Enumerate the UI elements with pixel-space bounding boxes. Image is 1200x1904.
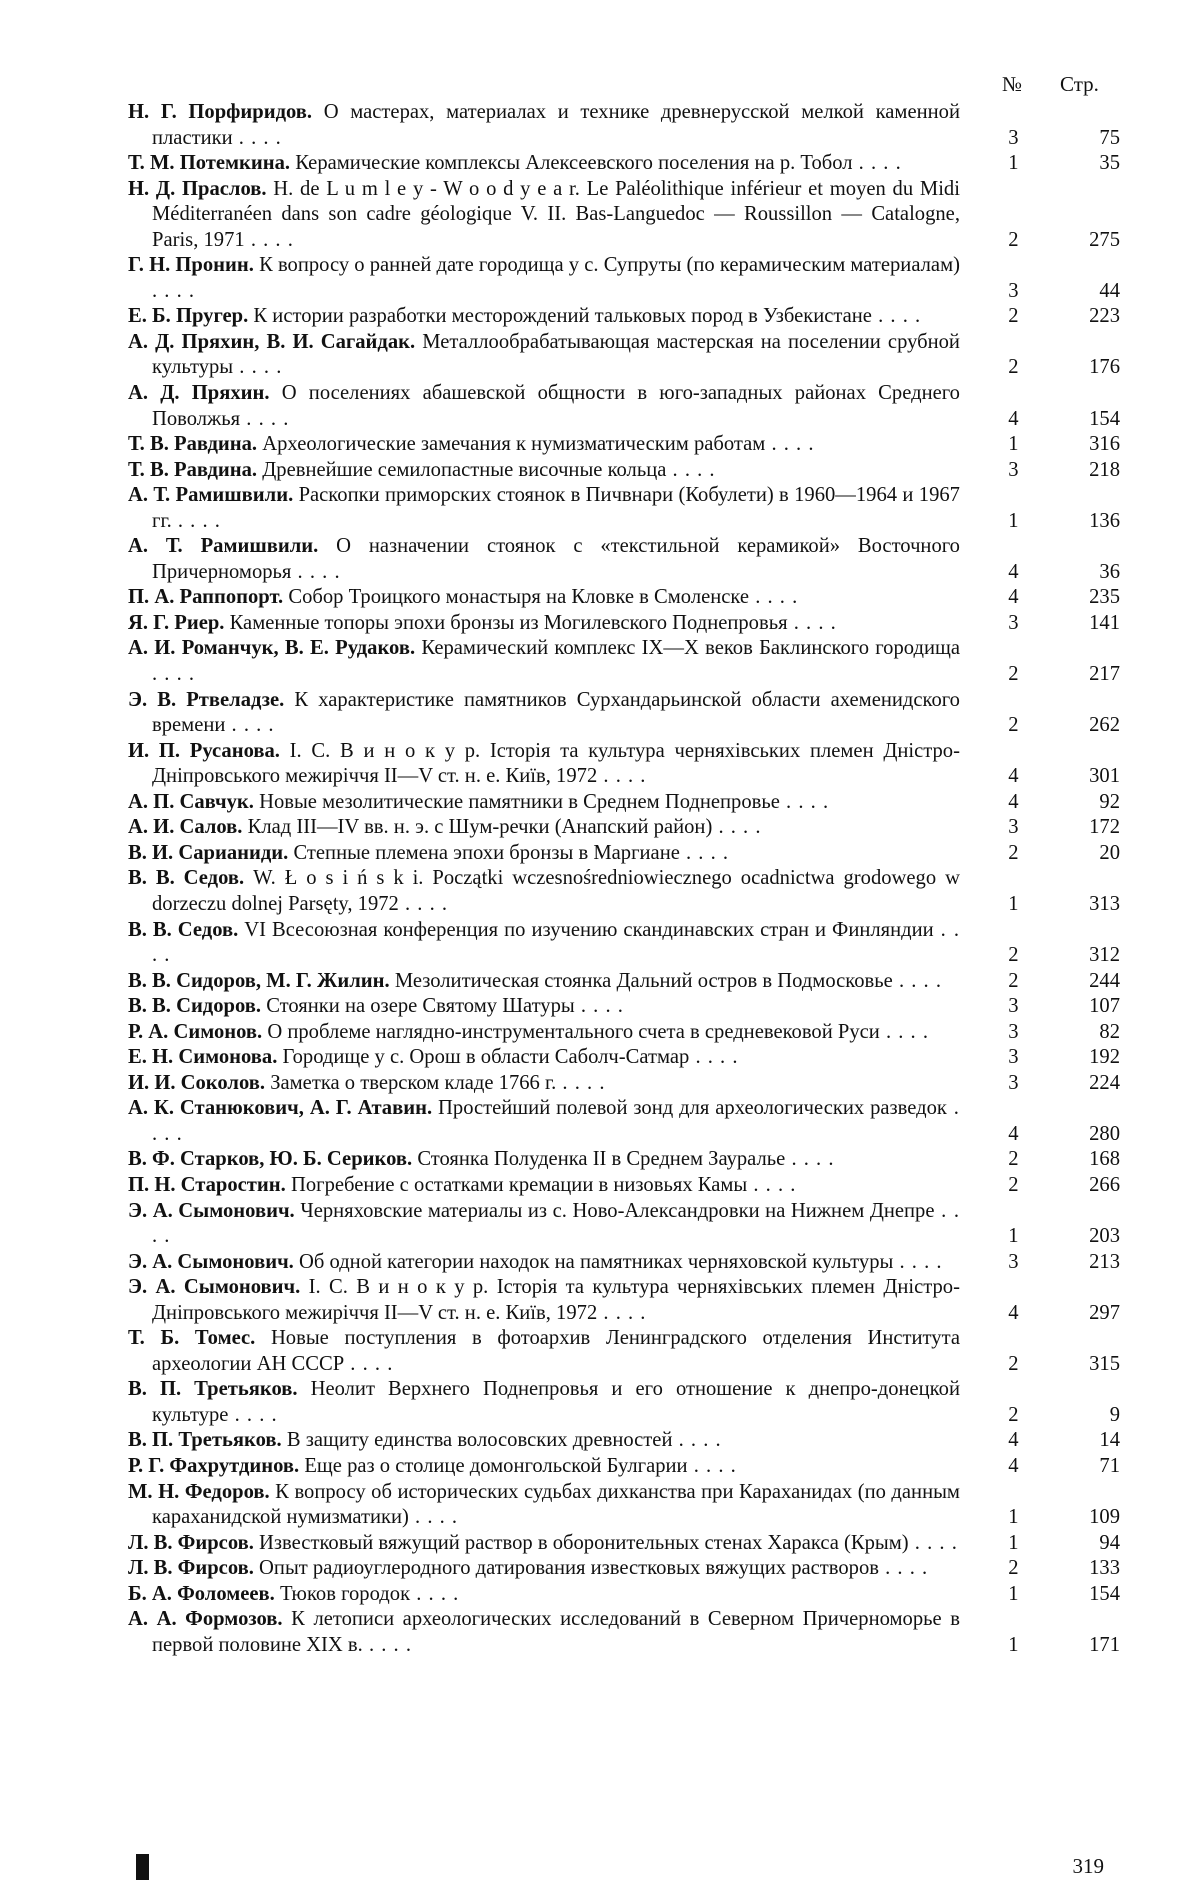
index-entry (128, 1582, 1120, 1608)
entry-author: Т. В. Равдина. (128, 433, 258, 456)
entry-text (128, 534, 960, 585)
entry-title: В защиту единства волосовских древностей (286, 1429, 673, 1452)
index-entry (128, 381, 1120, 432)
entry-page-number: 262 (1089, 714, 1120, 737)
entry-issue-number: 3 (1008, 1250, 1019, 1273)
leader-dots: . . . . (892, 969, 942, 992)
entry-page-number: 301 (1089, 765, 1120, 788)
entry-title: Заметка о тверском кладе 1766 г. (270, 1071, 557, 1094)
entry-issue-number: 4 (1008, 1429, 1019, 1452)
entry-page-number: 92 (1099, 790, 1120, 813)
entry-author: А. И. Романчук, В. Е. Рудаков. (128, 637, 416, 660)
leader-dots: . . . . (344, 1352, 394, 1375)
entry-title: Мезолитическая стоянка Дальний остров в Подмосковье (394, 969, 893, 992)
entry-title: Древнейшие семилопастные височные кольца (262, 458, 667, 481)
entry-author: Т. В. Равдина. (128, 458, 258, 481)
entry-author: П. Н. Старостин. (128, 1173, 286, 1196)
index-entry (128, 432, 1120, 458)
entry-title: К летописи археологических исследований в Северном Причерноморье в первой половине XIX в. (152, 1608, 960, 1656)
leader-dots: . . . . (362, 1633, 412, 1656)
leader-dots: . . . . (878, 1557, 929, 1580)
entry-page-number: 235 (1089, 586, 1120, 609)
leader-dots: . . . . (908, 1531, 958, 1554)
entry-issue-number: 4 (1008, 790, 1019, 813)
index-entry (128, 151, 1120, 177)
entry-title: О мастерах, материалах и технике древнерусской мелкой каменной пластики (152, 101, 960, 149)
index-entry (128, 994, 1120, 1020)
entry-author: А. П. Савчук. (128, 790, 254, 813)
index-entry (128, 304, 1120, 330)
index-entry (128, 1199, 1120, 1250)
entry-title: Керамические комплексы Алексеевского поселения на р. Тобол (295, 152, 853, 175)
entry-title: Неолит Верхнего Поднепровья и его отношение к днепро-донецкой культуре (152, 1378, 960, 1426)
entry-issue-number: 1 (1008, 1506, 1019, 1529)
entry-page-number: 107 (1089, 995, 1120, 1018)
entry-text (128, 1428, 960, 1454)
page-number: 319 (1072, 1854, 1104, 1878)
entry-title: Каменные топоры эпохи бронзы из Могилевского Поднепровья (229, 611, 788, 634)
entry-text (128, 611, 960, 637)
entry-text (128, 330, 960, 381)
entry-title: К вопросу о ранней дате городища у с. Супруты (по керамическим материалам) (259, 254, 960, 277)
margin-mark (136, 1854, 149, 1880)
leader-dots: . . . . (408, 1506, 459, 1529)
entry-title: Погребение с остатками кремации в низовьях Камы (290, 1173, 748, 1196)
entry-issue-number: 2 (1008, 663, 1019, 686)
leader-dots: . . . . (152, 663, 196, 686)
entry-author: Б. А. Фоломеев. (128, 1582, 275, 1605)
leader-dots: . . . . (152, 1199, 960, 1248)
entry-title: Стоянка Полуденка II в Среднем Зауралье (417, 1148, 786, 1171)
entry-text (128, 866, 960, 917)
entry-page-number: 168 (1089, 1148, 1120, 1171)
entry-author: И. П. Русанова. (128, 739, 280, 762)
entry-page-number: 192 (1089, 1046, 1120, 1069)
entry-author: А. А. Формозов. (128, 1608, 283, 1631)
leader-dots: . . . . (893, 1250, 943, 1273)
entry-title: О поселениях абашевской общности в юго-западных районах Среднего Поволжья (152, 382, 960, 430)
leader-dots: . . . . (291, 560, 341, 583)
entry-title: К вопросу об исторических судьбах дихканства при Караханидах (по данным караханидской нумизматики) (152, 1480, 960, 1529)
leader-dots: . . . . (152, 279, 196, 302)
index-entry (128, 688, 1120, 739)
leader-dots: . . . . (244, 228, 294, 251)
entry-issue-number: 1 (1008, 1225, 1019, 1248)
entry-page-number: 297 (1089, 1301, 1120, 1324)
entry-author: А. Д. Пряхин. (128, 382, 270, 405)
index-entry (128, 1556, 1120, 1582)
entry-issue-number: 2 (1008, 305, 1019, 328)
entry-text (128, 636, 960, 687)
index-entry (128, 458, 1120, 484)
entry-page-number: 280 (1089, 1122, 1120, 1145)
entry-author: Э. А. Сымонович. (128, 1199, 295, 1222)
index-entry (128, 1480, 1120, 1531)
entry-author: А. К. Станюкович, А. Г. Атавин. (128, 1097, 433, 1120)
leader-dots: . . . . (240, 407, 290, 430)
entry-text (128, 1275, 960, 1326)
entry-issue-number: 2 (1008, 1352, 1019, 1375)
entry-author: В. В. Седов. (128, 918, 239, 941)
entry-text (128, 1199, 960, 1250)
entry-author: В. П. Третьяков. (128, 1378, 298, 1401)
entry-issue-number: 3 (1008, 458, 1019, 481)
entry-page-number: 203 (1089, 1225, 1120, 1248)
entry-text (128, 815, 960, 841)
entry-issue-number: 3 (1008, 995, 1019, 1018)
entry-author: Э. А. Сымонович. (128, 1276, 301, 1299)
index-entry (128, 253, 1120, 304)
leader-dots: . . . . (679, 841, 730, 864)
entry-page-number: 217 (1089, 663, 1120, 686)
entry-page-number: 275 (1089, 228, 1120, 251)
leader-dots: . . . . (233, 356, 283, 379)
index-entries (128, 100, 1120, 1658)
entry-author: Р. А. Симонов. (128, 1020, 263, 1043)
entry-page-number: 316 (1089, 433, 1120, 456)
entry-author: Т. М. Потемкина. (128, 152, 291, 175)
entry-page-number: 154 (1089, 407, 1120, 430)
entry-page-number: 44 (1099, 279, 1120, 302)
leader-dots: . . . . (556, 1071, 606, 1094)
entry-title: Опыт радиоуглеродного датирования известковых вяжущих растворов (259, 1557, 879, 1580)
column-header-page: Стр. (1060, 72, 1099, 96)
leader-dots: . . . . (747, 1173, 797, 1196)
entry-title: Клад III—IV вв. н. э. с Шум-речки (Анапский район) (247, 816, 713, 839)
entry-text (128, 969, 960, 995)
entry-page-number: 266 (1089, 1173, 1120, 1196)
entry-issue-number: 2 (1008, 1557, 1019, 1580)
entry-title: Об одной категории находок на памятниках черняховской культуры (299, 1250, 894, 1273)
entry-author: В. В. Сидоров, М. Г. Жилин. (128, 969, 390, 992)
index-entry (128, 1173, 1120, 1199)
entry-author: Л. В. Фирсов. (128, 1557, 254, 1580)
entry-title: Простейший полевой зонд для археологических разведок (438, 1097, 947, 1120)
entry-page-number: 171 (1089, 1633, 1120, 1656)
entry-text (128, 918, 960, 969)
entry-text (128, 151, 960, 177)
entry-text (128, 1147, 960, 1173)
entry-title: Собор Троицкого монастыря на Кловке в Смоленске (288, 586, 750, 609)
entry-text (128, 1582, 960, 1608)
entry-title: VI Всесоюзная конференция по изучению скандинавских стран и Финляндии (244, 918, 934, 941)
leader-dots: . . . . (597, 1301, 647, 1324)
leader-dots: . . . . (689, 1046, 739, 1069)
entry-page-number: 312 (1089, 944, 1120, 967)
leader-dots: . . . . (666, 458, 716, 481)
entry-issue-number: 4 (1008, 1122, 1019, 1145)
entry-text (128, 1326, 960, 1377)
index-entry (128, 611, 1120, 637)
entry-page-number: 71 (1099, 1454, 1120, 1477)
entry-title: Черняховские материалы из с. Ново-Александровки на Нижнем Днепре (300, 1199, 935, 1222)
leader-dots: . . . . (597, 765, 647, 788)
index-entry (128, 739, 1120, 790)
entry-author: Я. Г. Риер. (128, 611, 225, 634)
entry-issue-number: 2 (1008, 1403, 1019, 1426)
entry-author: Э. В. Ртвеладзе. (128, 688, 285, 711)
index-entry (128, 790, 1120, 816)
leader-dots: . . . . (152, 918, 960, 967)
entry-issue-number: 2 (1008, 714, 1019, 737)
entry-author: П. А. Раппопорт. (128, 586, 284, 609)
entry-text (128, 1454, 960, 1480)
entry-issue-number: 2 (1008, 356, 1019, 379)
entry-text (128, 1045, 960, 1071)
leader-dots: . . . . (232, 126, 282, 149)
index-entry (128, 1326, 1120, 1377)
index-entry (128, 1250, 1120, 1276)
entry-title: Археологические замечания к нумизматическим работам (262, 433, 766, 456)
entry-text (128, 1173, 960, 1199)
entry-page-number: 315 (1089, 1352, 1120, 1375)
index-entry (128, 100, 1120, 151)
leader-dots: . . . . (152, 1097, 960, 1145)
entry-title: Степные племена эпохи бронзы в Маргиане (293, 841, 680, 864)
entry-author: В. В. Сидоров. (128, 995, 262, 1018)
entry-title: Новые мезолитические памятники в Среднем Поднепровье (259, 790, 780, 813)
entry-title: К истории разработки месторождений тальковых пород в Узбекистане (253, 305, 872, 328)
entry-author: Г. Н. Пронин. (128, 254, 254, 277)
entry-text (128, 1377, 960, 1428)
entry-page-number: 35 (1099, 152, 1120, 175)
index-entry (128, 1020, 1120, 1046)
entry-issue-number: 3 (1008, 1020, 1019, 1043)
leader-dots: . . . . (879, 1020, 929, 1043)
index-entry (128, 969, 1120, 995)
index-entry (128, 918, 1120, 969)
entry-page-number: 154 (1089, 1582, 1120, 1605)
entry-text (128, 1480, 960, 1531)
entry-title: О назначении стоянок с «текстильной керамикой» Восточного Причерноморья (152, 535, 960, 583)
entry-page-number: 94 (1099, 1531, 1120, 1554)
entry-page-number: 36 (1099, 560, 1120, 583)
entry-text (128, 1607, 960, 1658)
index-entry (128, 534, 1120, 585)
index-entry (128, 1428, 1120, 1454)
entry-issue-number: 2 (1008, 228, 1019, 251)
index-entry (128, 636, 1120, 687)
entry-title: І. С. В и н о к у р. Історія та культура черняхівських племен Дністро-Дніпровського межиріччя II—V ст. н. е. Київ, 1972 (152, 1276, 960, 1324)
entry-issue-number: 4 (1008, 1301, 1019, 1324)
entry-issue-number: 1 (1008, 1633, 1019, 1656)
leader-dots: . . . . (785, 1148, 835, 1171)
entry-page-number: 213 (1089, 1250, 1120, 1273)
entry-issue-number: 3 (1008, 1071, 1019, 1094)
index-entry (128, 1045, 1120, 1071)
entry-page-number: 244 (1089, 969, 1120, 992)
leader-dots: . . . . (779, 790, 830, 813)
entry-page-number: 82 (1099, 1020, 1120, 1043)
entry-author: В. Ф. Старков, Ю. Б. Сериков. (128, 1148, 413, 1171)
entry-text (128, 177, 960, 254)
leader-dots: . . . . (410, 1582, 460, 1605)
leader-dots: . . . . (712, 816, 762, 839)
index-entry (128, 330, 1120, 381)
entry-title: Керамический комплекс IX—X веков Баклинского городища (421, 637, 960, 660)
entry-page-number: 224 (1089, 1071, 1120, 1094)
entry-page-number: 9 (1109, 1403, 1120, 1426)
leader-dots: . . . . (749, 586, 799, 609)
entry-text (128, 994, 960, 1020)
entry-page-number: 176 (1089, 356, 1120, 379)
entry-title: О проблеме наглядно-инструментального счета в средневековой Руси (267, 1020, 880, 1043)
entry-issue-number: 2 (1008, 969, 1019, 992)
entry-issue-number: 2 (1008, 841, 1019, 864)
entry-issue-number: 2 (1008, 944, 1019, 967)
leader-dots: . . . . (574, 995, 624, 1018)
entry-issue-number: 4 (1008, 407, 1019, 430)
entry-title: К характеристике памятников Сурхандарьинской области ахеменидского времени (152, 688, 960, 737)
entry-text (128, 458, 960, 484)
index-entry (128, 815, 1120, 841)
entry-page-number: 75 (1099, 126, 1120, 149)
index-entry (128, 177, 1120, 254)
entry-text (128, 1096, 960, 1147)
entry-author: Р. Г. Фахрутдинов. (128, 1454, 300, 1477)
entry-issue-number: 3 (1008, 1046, 1019, 1069)
entry-author: Т. Б. Томес. (128, 1327, 256, 1350)
entry-text (128, 585, 960, 611)
entry-title: Новые поступления в фотоархив Ленинградского отделения Института археологии АН СССР (152, 1327, 960, 1375)
entry-page-number: 109 (1089, 1506, 1120, 1529)
entry-issue-number: 3 (1008, 816, 1019, 839)
entry-title: Металлообрабатывающая мастерская на поселении срубной культуры (152, 330, 960, 379)
entry-author: В. И. Сарианиди. (128, 841, 289, 864)
entry-issue-number: 1 (1008, 152, 1019, 175)
entry-title: Городище у с. Орош в области Саболч-Сатмар (282, 1046, 690, 1069)
entry-author: И. И. Соколов. (128, 1071, 266, 1094)
entry-author: А. И. Салов. (128, 816, 243, 839)
entry-issue-number: 4 (1008, 560, 1019, 583)
entry-issue-number: 1 (1008, 1582, 1019, 1605)
entry-title: І. С. В и н о к у р. Історія та культура черняхівських племен Дністро-Дніпровського межиріччя II—V ст. н. е. Київ, 1972 (152, 739, 960, 788)
entry-text (128, 739, 960, 790)
entry-issue-number: 1 (1008, 509, 1019, 532)
entry-title: Еще раз о столице домонгольской Булгарии (304, 1454, 688, 1477)
entry-author: Н. Г. Порфиридов. (128, 101, 313, 123)
entry-text (128, 1071, 960, 1097)
entry-issue-number: 2 (1008, 1148, 1019, 1171)
entry-author: А. Т. Рамишвили. (128, 535, 319, 558)
entry-text (128, 253, 960, 304)
entry-author: Н. Д. Праслов. (128, 177, 267, 200)
entry-issue-number: 3 (1008, 611, 1019, 634)
entry-page-number: 136 (1089, 509, 1120, 532)
leader-dots: . . . . (871, 305, 922, 328)
entry-title: Раскопки приморских стоянок в Пичвнари (Кобулети) в 1960—1964 и 1967 гг. (152, 484, 960, 532)
index-entry (128, 1275, 1120, 1326)
entry-author: Л. В. Фирсов. (128, 1531, 254, 1554)
entry-text (128, 1556, 960, 1582)
leader-dots: . . . . (228, 1403, 278, 1426)
entry-title: W. Ł o s i ń s k i. Początki wczesnośredniowiecznego ocadnictwa grodowego w dorzeczu dolnej Parsęty, 1972 (152, 867, 960, 915)
index-entry (128, 1071, 1120, 1097)
entry-author: А. Д. Пряхин, В. И. Сагайдак. (128, 330, 416, 353)
entry-text (128, 688, 960, 739)
entry-issue-number: 1 (1008, 433, 1019, 456)
entry-text (128, 432, 960, 458)
leader-dots: . . . . (225, 714, 275, 737)
entry-author: А. Т. Рамишвили. (128, 484, 294, 507)
leader-dots: . . . . (765, 433, 815, 456)
entry-author: В. П. Третьяков. (128, 1429, 282, 1452)
entry-page-number: 223 (1089, 305, 1120, 328)
index-entry (128, 1531, 1120, 1557)
entry-page-number: 313 (1089, 892, 1120, 915)
index-entry (128, 1454, 1120, 1480)
entry-issue-number: 4 (1008, 586, 1019, 609)
entry-text (128, 304, 960, 330)
entry-issue-number: 1 (1008, 1531, 1019, 1554)
entry-title: Тюков городок (280, 1582, 411, 1605)
index-entry (128, 1377, 1120, 1428)
entry-text (128, 841, 960, 867)
entry-issue-number: 3 (1008, 279, 1019, 302)
entry-text (128, 1531, 960, 1557)
entry-text (128, 100, 960, 151)
index-entry (128, 841, 1120, 867)
entry-author: В. В. Седов. (128, 867, 245, 890)
entry-issue-number: 2 (1008, 1173, 1019, 1196)
entry-title: Известковый вяжущий раствор в оборонительных стенах Харакса (Крым) (259, 1531, 909, 1554)
entry-page-number: 20 (1099, 841, 1120, 864)
entry-author: Е. Н. Симонова. (128, 1046, 278, 1069)
entry-text (128, 381, 960, 432)
leader-dots: . . . . (852, 152, 902, 175)
index-entry (128, 483, 1120, 534)
leader-dots: . . . . (687, 1454, 737, 1477)
entry-text (128, 1020, 960, 1046)
leader-dots: . . . . (171, 509, 221, 532)
index-entry (128, 1147, 1120, 1173)
entry-text (128, 1250, 960, 1276)
entry-text (128, 790, 960, 816)
index-entry (128, 1096, 1120, 1147)
entry-issue-number: 4 (1008, 1454, 1019, 1477)
entry-author: Э. А. Сымонович. (128, 1250, 294, 1273)
entry-page-number: 141 (1089, 611, 1120, 634)
column-header-issue: № (1002, 72, 1023, 96)
entry-text (128, 483, 960, 534)
entry-issue-number: 3 (1008, 126, 1019, 149)
index-entry (128, 585, 1120, 611)
entry-author: М. Н. Федоров. (128, 1480, 270, 1503)
entry-page-number: 172 (1089, 816, 1120, 839)
entry-title: H. de L u m l e y - W o o d y e a r. Le Paléolithique inférieur et moyen du Midi Méditerranéen dans son cadre géologique V. II. Bas-Languedoc — Roussillon — Catalogne, Paris, 1971 (152, 177, 960, 251)
leader-dots: . . . . (672, 1429, 722, 1452)
leader-dots: . . . . (787, 611, 837, 634)
leader-dots: . . . . (398, 892, 449, 915)
entry-issue-number: 1 (1008, 892, 1019, 915)
entry-author: Е. Б. Пругер. (128, 305, 249, 328)
index-entry (128, 866, 1120, 917)
entry-page-number: 133 (1089, 1557, 1120, 1580)
entry-title: Стоянки на озере Святому Шатуры (266, 995, 575, 1018)
index-entry (128, 1607, 1120, 1658)
entry-issue-number: 4 (1008, 765, 1019, 788)
entry-page-number: 14 (1099, 1429, 1120, 1452)
entry-page-number: 218 (1089, 458, 1120, 481)
